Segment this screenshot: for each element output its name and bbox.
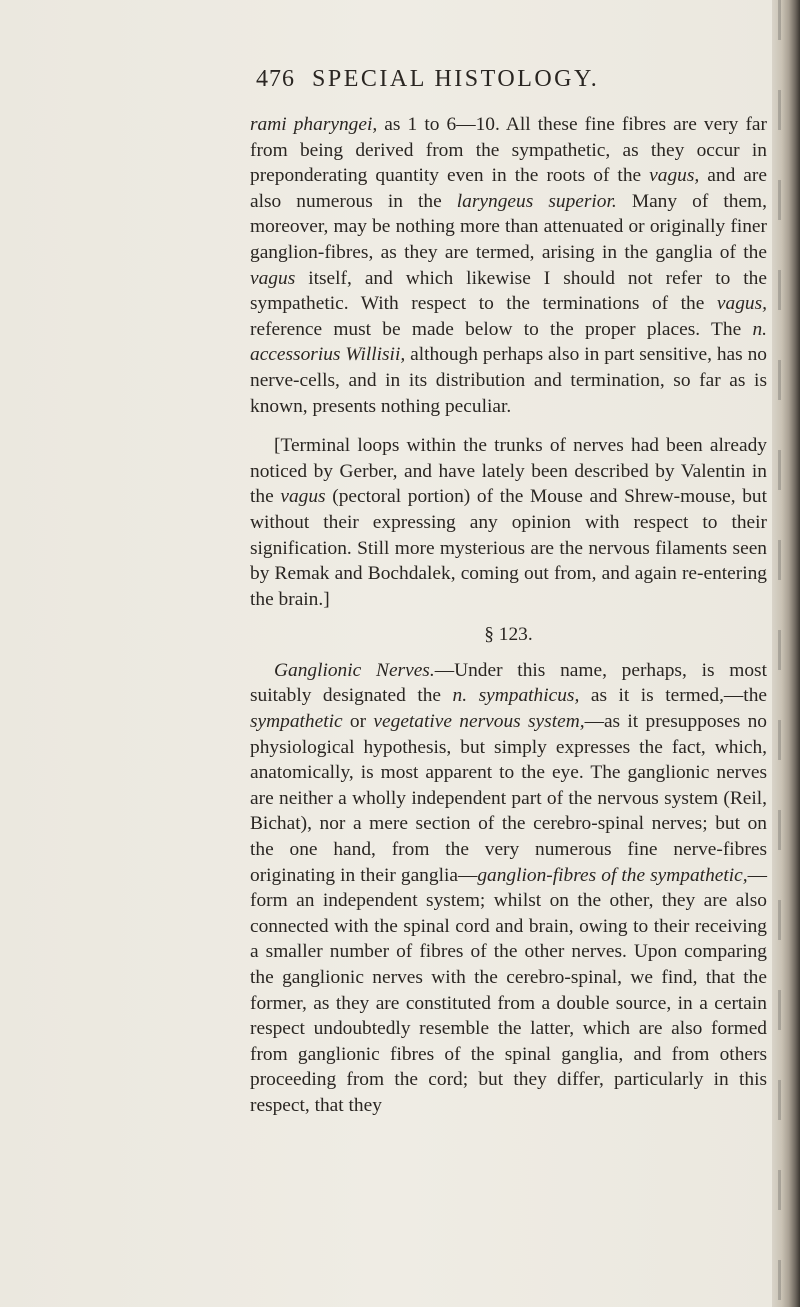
paragraph-continuation: rami pharyngei, as 1 to 6—10. All these fine fibres are very far from being derived from the sympathetic, as they occur in preponderating quantity even in the roots of the vagus, and are also numerous in the laryngeus superior. Many of them, moreover, may be nothing more than attenuated or originally finer ganglion-fibres, as they are termed, arising in the ganglia of the vagus itself, and which likewise I should not refer to the sympathetic. With respect to the terminations of the vagus, reference must be made below to the proper places. The n. accessorius Willisii, although perhaps also in part sensitive, has no nerve-cells, and in its distribution and termination, so far as is known, presents nothing peculiar. xyxy=(250,114,767,417)
book-binding-edge xyxy=(772,0,800,1307)
paragraph-translator-note: [Terminal loops within the trunks of nerves had been already noticed by Gerber, and have lately been described by Valentin in the vagus (pectoral portion) of the Mouse and Shrew-mouse, but without their expressing any opinion with respect to their signification. Still more mysterious are the nervous filaments seen by Remak and Bochdalek, coming out from, and again re-entering the brain.] xyxy=(250,435,767,610)
page-number: 476 xyxy=(256,66,295,92)
running-head: SPECIAL HISTOLOGY. xyxy=(312,66,600,92)
paragraph-ganglionic-nerves: Ganglionic Nerves.—Under this name, perhaps, is most suitably designated the n. sympathicus, as it is termed,—the sympathetic or vegetative nervous system,—as it presupposes no physiological hypothesis, but simply expresses the fact, which, anatomically, is most apparent to the eye. The ganglionic nerves are neither a wholly independent part of the nervous system (Reil, Bichat), nor a mere section of the cerebro-spinal nerves; but on the one hand, from the very numerous fine nerve-fibres originating in their ganglia—ganglion-fibres of the sympathetic,—form an independent system; whilst on the other, they are also connected with the spinal cord and brain, owing to their receiving a smaller number of fibres of the other nerves. Upon comparing the ganglionic nerves with the cerebro-spinal, we find, that the former, as they are constituted from a double source, in a certain respect undoubtedly resemble the latter, which are also formed from ganglionic fibres of the spinal ganglia, and from others proceeding from the cord; but they differ, particularly in this respect, that they xyxy=(250,659,767,1116)
page-header xyxy=(0,66,780,106)
page-body xyxy=(250,112,767,1119)
section-number: § 123. xyxy=(484,624,533,646)
